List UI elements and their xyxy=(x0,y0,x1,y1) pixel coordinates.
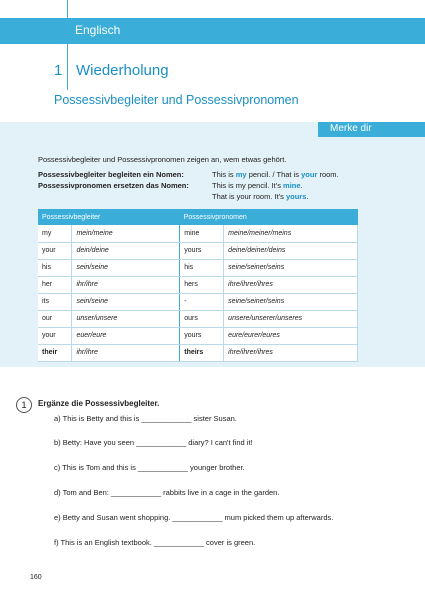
table-cell: seine/seiner/seins xyxy=(224,259,358,276)
table-cell: - xyxy=(180,293,224,310)
table-cell: unsere/unserer/unseres xyxy=(224,310,358,327)
exercise-title: Ergänze die Possessivbegleiter. xyxy=(38,399,160,408)
merke-label: Merke dir xyxy=(330,123,372,134)
table-row xyxy=(38,327,358,344)
possessive-table xyxy=(38,209,358,362)
table-cell: hers xyxy=(180,276,224,293)
table-cell: unser/unsere xyxy=(72,310,180,327)
table-cell: ihr/ihre xyxy=(72,276,180,293)
rule-1-example: This is my pencil. / That is your room. xyxy=(212,170,339,179)
exercise-item-f: f) This is an English textbook. ____________ cover is green. xyxy=(54,538,256,547)
table-cell: yours xyxy=(180,242,224,259)
table-cell: yours xyxy=(180,327,224,344)
table-cell: ours xyxy=(180,310,224,327)
table-cell: sein/seine xyxy=(72,293,180,310)
table-header-begleiter: Possessivbegleiter xyxy=(38,209,180,225)
section-subtitle: Possessivbegleiter und Possessivpronomen xyxy=(54,93,299,107)
table-cell: theirs xyxy=(180,344,224,361)
table-cell: his xyxy=(38,259,72,276)
table-cell: sein/seine xyxy=(72,259,180,276)
table-row xyxy=(38,242,358,259)
table-cell: meine/meiner/meins xyxy=(224,225,358,242)
table-cell: euer/eure xyxy=(72,327,180,344)
exercise-item-c: c) This is Tom and this is ____________ younger brother. xyxy=(54,463,245,472)
header-bar xyxy=(0,18,425,44)
table-row xyxy=(38,225,358,242)
table-cell: her xyxy=(38,276,72,293)
header-divider xyxy=(67,0,68,90)
exercise-number-circle: 1 xyxy=(16,397,32,413)
header-title: Englisch xyxy=(75,23,121,37)
exercise-item-b: b) Betty: Have you seen ____________ diary? I can't find it! xyxy=(54,438,253,447)
exercise-item-d: d) Tom and Ben: ____________ rabbits live in a cage in the garden. xyxy=(54,488,280,497)
table-row xyxy=(38,259,358,276)
table-row xyxy=(38,276,358,293)
table-cell: mein/meine xyxy=(72,225,180,242)
rule-3-example: That is your room. It's yours. xyxy=(212,192,309,201)
table-cell: ihr/ihre xyxy=(72,344,180,361)
table-cell: its xyxy=(38,293,72,310)
table-cell: their xyxy=(38,344,72,361)
exercise-item-e: e) Betty and Susan went shopping. ____________ mum picked them up afterwards. xyxy=(54,513,334,522)
rule-2-example: This is my pencil. It's mine. xyxy=(212,181,303,190)
table-header-pronomen: Possessivpronomen xyxy=(180,209,358,225)
table-cell: his xyxy=(180,259,224,276)
table-cell: our xyxy=(38,310,72,327)
rule-1-label: Possessivbegleiter begleiten ein Nomen: xyxy=(38,170,184,179)
chapter-title: Wiederholung xyxy=(76,62,169,79)
table-cell: my xyxy=(38,225,72,242)
table-cell: seine/seiner/seins xyxy=(224,293,358,310)
chapter-number: 1 xyxy=(54,62,63,79)
table-cell: ihre/ihrer/ihres xyxy=(224,276,358,293)
table-header-row xyxy=(38,209,358,225)
table-row xyxy=(38,344,358,361)
table-cell: mine xyxy=(180,225,224,242)
table-cell: your xyxy=(38,327,72,344)
table-cell: dein/deine xyxy=(72,242,180,259)
table-row xyxy=(38,293,358,310)
table-row xyxy=(38,310,358,327)
exercise-item-a: a) This is Betty and this is ____________ sister Susan. xyxy=(54,414,237,423)
rule-2-label: Possessivpronomen ersetzen das Nomen: xyxy=(38,181,189,190)
merke-intro: Possessivbegleiter und Possessivpronomen zeigen an, wem etwas gehört. xyxy=(38,155,287,164)
table-cell: your xyxy=(38,242,72,259)
table-cell: deine/deiner/deins xyxy=(224,242,358,259)
table-cell: ihre/ihrer/ihres xyxy=(224,344,358,361)
page-number: 160 xyxy=(30,574,42,581)
table-cell: eure/eurer/eures xyxy=(224,327,358,344)
